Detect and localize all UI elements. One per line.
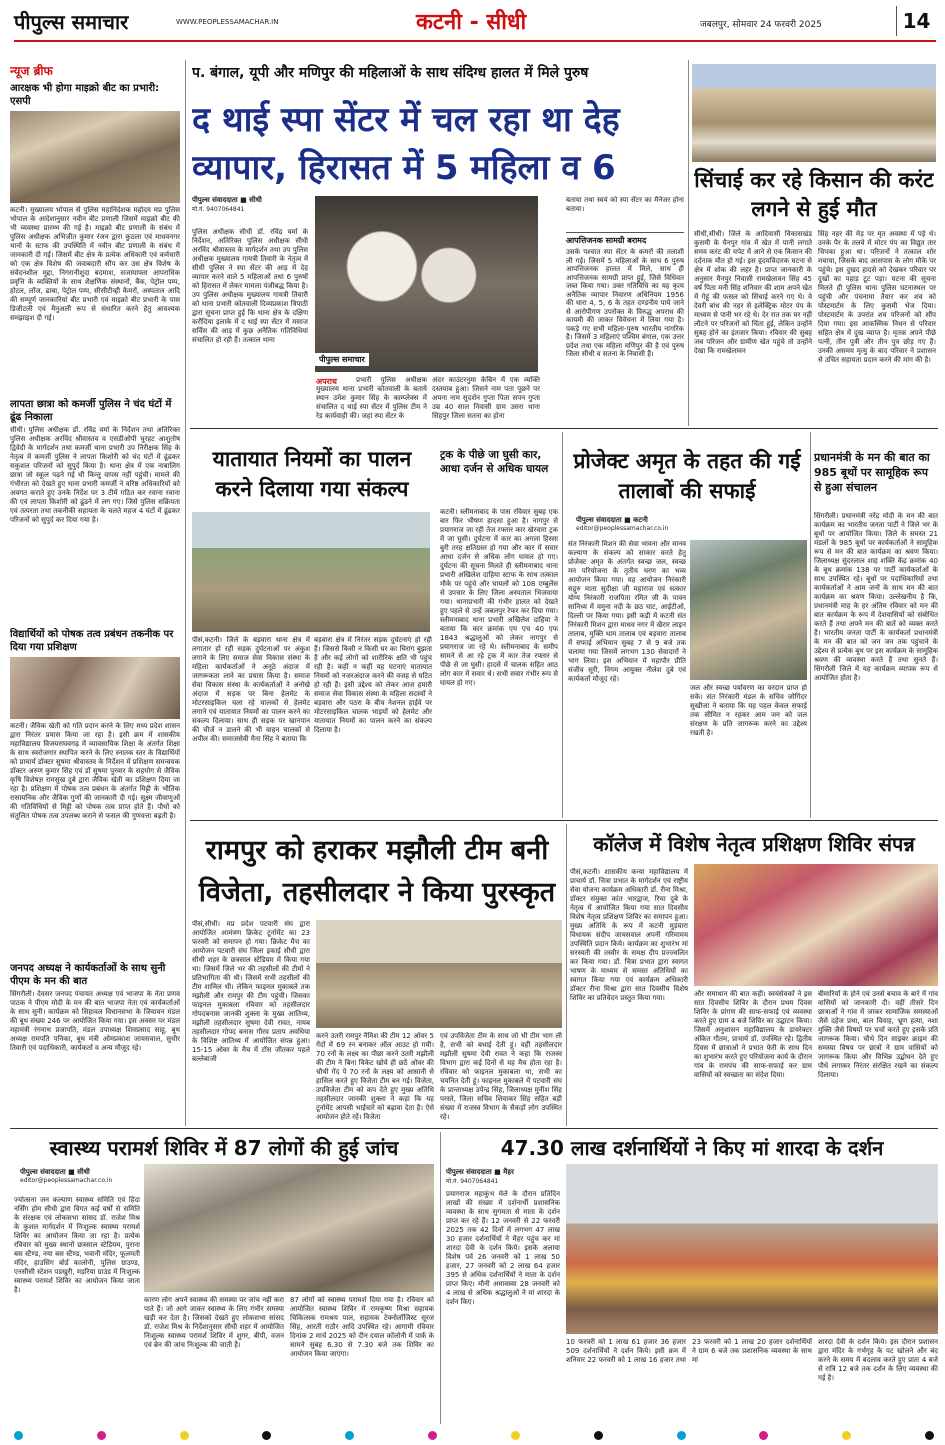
sharda-mobile: मो.नं. 9407064841	[446, 1178, 499, 1185]
sharda-text: प्रयागराज महाकुंभ मेले के दौरान प्रतिदिन लाखों की संख्या में दर्शनार्थी प्रशासनिक व्यवस्था के साथ सुगमता से माता के दर्शन प्राप्त कर रहे हैं। 12 जनवरी से 22 फरवरी 2025 तक 42 दिनों में लगभग 47 लाख 30 हजार दर्शनार्थियों ने मैहर पहुंच कर मां शारदा देवी के दर्शन किये। इसके अलावा विशेष पर्व 26 जनवरी को 1 लाख 50 हजार, 27 जनवरी को 2 लाख 64 हजार 395 से अधिक दर्शनार्थियों ने माता के दर्शन प्राप्त किए। मौनी अमावस्या 28 जनवरी को 4 लाख से अधिक श्रद्धालुओं ने मां शारदा के दर्शन किए।	[446, 1190, 560, 1306]
truck-text: कटनी। स्लीमनाबाद के पास रविवार सुबह एक बार फिर भीषण हादसा हुआ है। नागपुर से प्रयागराज जा रही तेज रफ्तार कार खेरवारा ट्रक में जा घुसी। दुर्घटना में कार का अगला हिस्सा बुरी तरह क्षतिग्रस्त हो गया और कार में सवार आधा दर्जन से अधिक लोग घायल हो गए। दुर्घटना की सूचना मिलते ही स्लीमनाबाद थाना प्रभारी अखिलेश दाहिया स्टाफ के साथ तत्काल मौके पर पहुंचे और घायलों को 108 एम्बुलेंस से उपचार के लिए जिला अस्पताल भिजवाया गया। थानाप्रभारी की गंभीर हालत को देखते हुए पहले से उन्हें जबलपुर रेफर कर दिया गया। स्लीमनाबाद थाना प्रभारी अखिलेश दाहिया ने बताया कि कार क्रमांक एम एच 40 एफ 1843 श्रद्धालुओं को लेकर नागपुर से प्रयागराज जा रहे थे। स्लीमनाबाद के समीप सामने से आ रहे ट्रक में कार तेज रफ्तार से पीछे से जा घुसी। हादसे में चालक सहित आठ लोग कार में सवार थे। सभी सवार गंभीर रूप से घायल हो गए।	[440, 508, 558, 687]
lead-photo-caption: पीपुल्स समाचार	[315, 353, 369, 366]
traffic-photo	[192, 512, 430, 632]
truck-headline: ट्रक के पीछे जा घुसी कार, आधा दर्जन से अधिक घायल	[440, 449, 549, 475]
amrit-place: कटनी	[633, 516, 648, 524]
sharda-col-3: शारदा देवी के दर्शन किये। इस दौरान प्रशासन द्वारा मंदिर के गर्भगृह के पट खोलने और बंद करने के समय में बदलाव करते हुए प्रातः 4 बजे से रात्रि 12 बजे तक दर्शन के लिए व्यवस्था की गई है।	[818, 1338, 938, 1382]
section-title: कटनी - सीधी	[416, 10, 527, 35]
health-photo	[144, 1164, 434, 1292]
traffic-col-1: पीसं,कटनी। जिले के बड़वारा थाना क्षेत्र में लगातार हो रही सड़क दुर्घटनाओं पर अंकुश लगाने के लिए समाज सेवा विकास संस्था के महिला कार्यकर्ताओं ने अनूठे अंदाज में जागरूकता लाने का प्रयास किया है। समाज सेवा विकास संस्था के कार्यकर्ताओं ने अनोखे अंदाज में सड़क पर बिना हेलमेट के मोटरसाइकिल चला रहे चालकों से हेलमेट लगाने एवं यातायात नियमों का पालन करने का संकल्प दिलाया। साथ ही सड़क पर खानपान की चीजें न डालने की भी वाहन चालकों से अपील की। समाजसेवी मैना सिंह ने बताया कि	[192, 636, 310, 743]
college-col-3: बीमारियों के होने एवं उनसे बचाव के बारे में गांव वासियों को जानकारी दी। वहीं तीसरे दिन छात्राओं ने गांव में जाकर सामाजिक समस्याओं जैसे दहेज प्रथा, बाल विवाह, भ्रूण हत्या, नशा मुक्ति जैसे विषयों पर चर्चा करते हुए इसके प्रति जागरूक किया। चौथे दिन साइबर क्राइम की समस्या विषय पर छात्रों ने ग्राम वासियों को जागरूक किया और विभिन्न उद्बोधन देते हुए पौधे लगाकर निरंतर संरक्षित रखने का संकल्प दिलाया।	[818, 990, 938, 1079]
lead-col-4: बताया तथा स्वयं को स्पा सेंटर का मैनेजर होना बताया।	[566, 196, 684, 213]
college-headline: कॉलेज में विशेष नेतृत्व प्रशिक्षण शिविर संपन्न	[593, 832, 915, 856]
cyan-mark	[14, 1431, 23, 1440]
lead-kicker: प. बंगाल, यूपी और मणिपुर की महिलाओं के साथ संदिग्ध हालत में मिले पुरुष	[192, 65, 589, 81]
lead-tag: अपराध	[316, 377, 337, 386]
college-photo	[694, 864, 938, 986]
yellow-mark	[842, 1431, 851, 1440]
magenta-mark	[428, 1431, 437, 1440]
lead-box-text: उसके पश्चात स्पा सेंटर के कमरों की तलाशी ली गई। जिसमें 5 महिलाओं के साथ 6 पुरुष आपत्तिजनक हालत में मिले, साथ ही आपत्तिजनक सामग्री प्राप्त हुई, जिसे विधिवत जब्त किया गया। उक्त गतिविधि का यह कृत्य अनैतिक व्यापार निवारण अधिनियम 1956 की धारा 4, 5, 6 के तहत दण्डनीय पाये जाने से आरोपीगण उपरोक्त के विरुद्ध अपराध की कायमी की जाकर विवेचना में लिया गया है। पकड़े गए सभी महिला-पुरुष भारतीय नागरिक है। जिसमें 3 महिलाएं पश्चिम बंगाल, एक उत्तर प्रदेश तथा एक महिला मणिपुर की है एवं पुरुष जिला सीधी व सतना के निवासी हैं।	[566, 248, 684, 358]
sharda-place: मैहर	[503, 1168, 514, 1176]
amrit-byline-block: पीपुल्स संवाददाता ■ कटनी editor@peoplessamachar.co.in	[576, 516, 776, 532]
sharda-byline: पीपुल्स संवाददाता	[446, 1168, 492, 1176]
news-brief-label: न्यूज ब्रीफ	[10, 64, 53, 78]
lead-box-title: आपत्तिजनक सामग्री बरामद	[566, 236, 647, 245]
sharda-byline-block: पीपुल्स संवाददाता ■ मैहर मो.नं. 9407064841	[446, 1168, 566, 1185]
magenta-mark	[759, 1431, 768, 1440]
column-rule-mid	[562, 432, 563, 818]
amrit-text: संत निरंकारी मिशन की सेवा भावना और मानव कल्याण के संकल्प को साकार करते हेतु प्रोजेक्ट अमृत के अंतर्गत स्वच्छ जल, स्वच्छ मन परियोजना के तृतीय चरण का भव्य आयोजन किया गया। यह आयोजन निरंकारी सद्गुरु माता सुदीक्षा जी महाराज एवं सत्कार योग्य निरंकारी राजपिता रमित जी के पावन सानिध्य में यमुना नदी के छठ घाट, आईटीओ, दिल्ली पर किया गया। इसी कड़ी में कटनी संत निरंकारी मिशन द्वारा माधव नगर में खैरार लाइन तालाब, मुक्ति धाम तालाब एवं बड़वारा तालाब में सफाई अभियान सुबह 7 से 9 बजे तक चलाया गया जिसमें लगभग 130 सेवादारों ने भाग लिया। इस अभियान में महापौर प्रीति संजीव सूरी, निगम आयुक्त नीलेश दुबे एवं कार्यकर्ता मौजूद रहे।	[568, 540, 686, 683]
rampur-headline: रामपुर को हराकर मझौली टीम बनी विजेता, तहसीलदार ने किया पुरस्कृत	[198, 835, 556, 908]
sharda-photo	[566, 1164, 938, 1334]
brief-headline-3: विद्यार्थियों को पोषक तत्व प्रबंधन तकनीक पर दिया गया प्रशिक्षण	[10, 629, 174, 653]
rampur-col-3: एवं उपविजेता टीम के साथ जो भी टीम भाग ली है, सभी को बधाई देती हूं। वहीं तहसीलदार मझौली सुषमा देवी रावत ने कहा कि राजस्व विभाग द्वारा कई दिनों से यह मैच होता रहा है। रविवार को फाइनल मुकाबला था, सभी का चयनित देती हूं। फाइनल मुकाबले में पटवारी संघ के प्रान्ताध्यक्ष उपेन्द्र सिंह, जिलाध्यक्ष मुनीश सिंह परस्ते, जिला सचिव शिवाकर सिंह सहित बड़ी संख्या में राजस्व विभाग के सैकड़ों लोग उपस्थित रहे।	[440, 1032, 562, 1121]
lead-headline: द थाई स्पा सेंटर में चल रहा था देह व्यापार, हिरासत में 5 महिला व 6	[192, 100, 620, 188]
lead-col-2: प्रभारी पुलिस अधीक्षक मुख्यालय थाना प्रभारी कोतवाली के बताये स्थान उमेश कुमार सिंह के काम्प्लेक्स में संचालित द थाई स्पा सेंटर में पुलिस टीम ने रेड कार्यवाही की। जहां स्पा सेंटर के	[316, 376, 427, 420]
masthead	[0, 0, 945, 52]
masthead-website: WWW.PEOPLESSAMACHAR.IN	[176, 18, 279, 26]
column-rule-pm	[810, 432, 811, 818]
lead-place: सीधी	[249, 196, 262, 204]
yellow-mark	[511, 1431, 520, 1440]
health-col-2: कारण लोग अपने स्वास्थ्य की समस्या पर जांच नहीं करा पाते हैं। जो आगे जाकर स्वास्थ्य के लिए गंभीर समस्या खड़ी कर देता है। जिसको देखते हुए लोकसभा सांसद डॉ. राजेश मिश्र के निर्देशानुसार सीधी शहर में आयोजित निःशुल्क स्वास्थ्य परामर्श शिविर में शुगर, बीपी, वजन एवं ब्रेन की जांच निःशुल्क की जाती है।	[144, 1296, 284, 1349]
brief-text-1: कटनी। मुख्यालय भोपाल से पुलिस महानिदेशक महोदय मप्र पुलिस भोपाल के आदेशानुसार नवीन बीट प्रणाली जिसमें माइक्रो बीट की भी व्यवस्था प्रारम्भ की गई है। माइक्रो बीट प्रणाली के संबंध में पुलिस अधीक्षक अभिजीत कुमार रंजन द्वारा कुठला एवं माधवनगर थानों के स्टाफ की उपस्थिति में नवीन बीट प्रणाली के संबंध में जानकारी दी गई। जिसमें बीट क्षेत्र के प्रत्येक अधिकारी एवं कर्मचारी को एक क्षेत्र विशेष की जवाबदारी सौंप कर उस क्षेत्र विशेष के संवेदनशील मुद्दा, निगरानीशुदा बदमाश, सजायाफ्ता आपराधिक प्रवृत्ति के व्यक्तियों के साथ शैक्षणिक संस्थानों, बैंक, पेट्रोल पम्प, होटल, लॉज, ढाबा, पेट्रोल पम्प, सीसीटीव्ही कैमरों, अस्पताल आदि की सम्पूर्ण जानकारियां बीट प्रभारी एवं माइक्रो बीट प्रभारी के पास डिजीटली एवं मैनुअली रूप से संधारित करने हेतु आवश्यक समझाइश दी गई।	[10, 206, 180, 322]
yellow-mark	[180, 1431, 189, 1440]
magenta-mark	[97, 1431, 106, 1440]
lead-byline-block: पीपुल्स संवाददाता ■ सीधी मो.नं. 9407064841	[192, 196, 307, 213]
health-col-1: ज्योत्सना जन कल्याण स्वास्थ्य समिति एवं हिंदा नर्सिंग होम सीधी द्वारा विगत कई वर्षों से समिति के संरक्षक एवं लोकसभा सांसद डॉ. राजेश मिश्र के कुशल मार्गदर्शन में निःशुल्क स्वास्थ्य परामर्श शिविर का आयोजन किया जा रहा है। प्रत्येक रविवार को मुख्य स्थानों छत्रसाल स्टेडियम, पुराना बस स्टैण्ड, नया बस स्टैण्ड, भवानी मंदिर, फूलमती मंदिर, हाउसिंग बोर्ड कालोनी, पुलिस ग्राउण्ड, एनसीसी स्टेशन पडखुरी, मड़रिया ग्राउंड में निःशुल्क स्वास्थ्य परामर्श शिविर का आयोजन किया जाता है।	[14, 1196, 140, 1294]
health-place: सीधी	[77, 1168, 90, 1176]
black-mark	[594, 1431, 603, 1440]
lead-photo	[315, 196, 538, 372]
print-color-marks	[14, 1430, 934, 1440]
college-col-2: और समाधान की बात कही। स्वयंसेवकों ने इस सात दिवसीय शिविर के दौरान प्रथम दिवस शिविर के प्रांगण की साफ-सफाई एवं व्यवस्था करते हुए ग्राम 4 बजे शिविर का उद्घाटन किया। जिसमें अनुशासन महाविद्यालय के डायरेक्टर अंकित गौतम, प्राचार्य डॉ. उपस्थित रहे। द्वितीय दिवस में छात्राओं ने प्रभात फेरी के साथ दिन का शुभारंभ करते हुए परियोजना कार्य के दौरान गांव के रामपंच की साफ-सफाई कर ग्राम वासियों को स्वच्छता का संदेश दिया।	[694, 990, 812, 1079]
health-byline-block: पीपुल्स संवाददाता ■ सीधी editor@peoplessamachar.co.in	[20, 1168, 220, 1184]
health-byline: पीपुल्स संवाददाता	[20, 1168, 66, 1176]
rule-row-3	[10, 1128, 938, 1129]
brief-headline-4: जनपद अध्यक्ष ने कार्यकर्ताओं के साथ सुनी पीएम के मन की बात	[10, 963, 166, 987]
pm-headline: प्रधानमंत्री के मन की बात का 985 बूथों पर सामूहिक रूप से हुआ संचालन	[814, 451, 930, 494]
lead-sidebar-box	[566, 232, 684, 422]
brief-photo-1	[10, 111, 180, 203]
college-col-1: पीसं,कटनी। शासकीय कन्या महाविद्यालय में प्राचार्य डॉ. चित्रा प्रभात के मार्गदर्शन एवं राष्ट्रीय सेवा योजना कार्यक्रम अधिकारी डॉ. रीना मिश्रा, डॉक्टर संयुक्त कांत भारद्वाज, रिचा दुबे के नेतृत्व में आयोजित किया गया सात दिवसीय विशेष नेतृत्व प्रशिक्षण शिविर का समापन हुआ। मुख्य अतिथि के रूप में कटनी मुड़वारा विधायक संदीप जायसवाल अपनी गरिमामय उपस्थिति प्रदान किये। कार्यक्रम का शुभारंभ मां सरस्वती की तस्वीर के समक्ष दीप प्रज्ज्वलित कर किया गया। डॉ. चित्रा प्रभात द्वारा स्वागत भाषण के माध्यम से समस्त अतिथियों का स्वागत किया गया एवं कार्यक्रम अधिकारी डॉक्टर रीना मिश्रा द्वारा सात दिवसीय विशेष शिविर का प्रतिवेदन प्रस्तुत किया गया।	[570, 868, 688, 1002]
rule-row-2	[190, 820, 938, 821]
lead-col-3: अंदर काउंटरनुमा केबिन में एक व्यक्ति दस्तयाब हुआ। जिसने नाम पता पूछने पर अपना नाम सुदर्शन गुप्ता पिता सपन गुप्ता उम्र 40 साल निवासी ग्राम उसरा थाना सिंहपुर जिला सतना का होना	[432, 376, 540, 420]
column-rule-left	[185, 60, 186, 1126]
brief-headline-1: आरक्षक भी होगा माइक्रो बीट का प्रभारी: एसपी	[10, 83, 160, 107]
cyan-mark	[677, 1431, 686, 1440]
sharda-col-2: 10 फरवरी को 1 लाख 61 हजार 36 हजार 509 दर्शनार्थियों ने दर्शन किये। इसी क्रम में शनिवार 22 फरवरी को 1 लाख 16 हजार तथा 23 फरवरी को 1 लाख 20 हजार दर्शनार्थियों ने ग्राम 6 बजे तक प्रशासनिक व्यवस्था के साथ मां	[566, 1338, 812, 1364]
column-rule-bottom	[440, 1132, 441, 1424]
farmer-col-2: सिंह नहर की मेड़ पर मृत अवस्था में पड़े थे। उनके पैर के तलवे में मोटर पंप का विद्युत तार चिपका हुआ था। परिजनों ने तत्काल शोर मचाया, जिसके बाद आसपास के लोग मौके पर पहुंचे। इस दुखद हादसे को देखकर परिवार पर दुखों का पहाड़ टूट पड़ा। घटना की सूचना मिलते ही पुलिस थाना पुलिस घटनास्थल पर पहुंची और पंचनामा तैयार कर शव को पोस्टमार्टम के लिए कुसमी भेज दिया। पोस्टमार्टम के उपरांत शव परिजनों को सौंप दिया गया। इस आकस्मिक निधन से परिवार सहित क्षेत्र में दुख व्याप्त है। मृतक अपने पीछे पत्नी, तीन पुत्री और तीन पुत्र छोड़ गए हैं। उनकी असमय मृत्यु के बाद परिवार ने प्रशासन से उचित सहायता प्रदान करने की मांग की है।	[818, 230, 936, 364]
column-rule-college	[566, 824, 567, 1126]
section-katni: कटनी	[416, 10, 462, 35]
traffic-headline: यातायात नियमों का पालन करने दिलाया गया संकल्प	[212, 447, 412, 501]
rampur-col-1: पीसं,सीधी। मप्र प्रदेश पटवारी संघ द्वारा आयोजित आमंत्रण क्रिकेट टूर्नामेंट का 23 फरवरी को समापन हो गया। क्रिकेट मैच का आयोजन पटवारी संघ जिला इकाई सीधी द्वारा सीधी शहर के छत्रसाल स्टेडियम में किया गया था। जिसमें जिले भर की तहसीलों की टीमों ने प्रतिभागिता की थी। जिसमें सभी तहसीलों की टीम शामिल थी। लेकिन फाइनल मुकाबले तक मझौली और रामपुर की टीम पहुंची। जिसका फाइनल मुकाबला रविवार को तहसीलदार गोपदबनास जानकी शुक्ला के मुख्य आतिथ्य, मझौली तहसीलदार सुषमा देवी रावत, नायब तहसीलदार गोपद बनास गौरव प्रताप अवधिया के विशिष्ट आतिथ्य में आयोजित संपन्न हुआ। 15-15 ओवर के मैच में टॉस जीतकर पहले बल्लेबाजी	[192, 920, 310, 1063]
masthead-rule	[14, 40, 936, 42]
rampur-photo	[316, 920, 562, 1028]
black-mark	[925, 1431, 934, 1440]
health-headline: स्वास्थ्य परामर्श शिविर में 87 लोगों की हुई जांच	[49, 1136, 399, 1160]
traffic-col-2: बड़वारा क्षेत्र में निरंतर सड़क दुर्घटनाएं हो रही हैं। जिससे किसी न किसी घर का चिराग बुझता है और कई लोगों को शारीरिक क्षति भी पहुंच रही है। कहीं न कहीं यह घटनाएं यातायात नियमों को नजरअंदाज करने की वजह से घटित हो रही हैं। इसी उद्देश्य को लेकर आज हमारी समाज सेवा विकास संस्था के महिला सदस्यों ने बड़वारा और पठरा के बीच नेशनल हाईवे पर मोटरसाइकिल चालक भाइयों को हेलमेट और यातायात नियमों का पालन करने का संकल्प दिलाया है।	[314, 636, 432, 734]
farmer-headline: सिंचाई कर रहे किसान की करंट लगने से हुई मौत	[694, 168, 934, 221]
brief-photo-3	[10, 657, 180, 719]
brief-text-3: कटनी। जैविक खेती को गति प्रदान करने के लिए मध्य प्रदेश शासन द्वारा निरंतर प्रयास किया जा रहा है। इसी क्रम में शासकीय महाविद्यालय विजयराघवगढ़ में व्यावसायिक शिक्षा के अंतर्गत शिक्षा के साथ स्वरोजगार स्थापित करने के लिए स्नातक स्तर के विद्यार्थियों को प्राचार्य डॉक्टर सुषमा श्रीवास्तव के निर्देशन में प्रशिक्षण समन्वयक डॉक्टर अरुण कुमार सिंह एवं डॉ सुषमा पुरवार के सहयोग से जैविक कृषि विशेषज्ञ रामसुख दुबे द्वारा जैविक खेती का प्रशिक्षण दिया जा रहा है। प्रशिक्षण में पोषक तत्व प्रबंधन के अंतर्गत मिट्टी के भौतिक रासायनिक और जैविक गुणों की जानकारी दी गई। सूक्ष्म जीवाणुओं की गतिविधियों से मिट्टी को पोषक तत्व प्राप्त होते हैं। पौधों को संतुलित पोषक तत्व उपलब्ध कराने से फसल की गुणवत्ता बढ़ती है।	[10, 722, 180, 820]
black-mark	[262, 1431, 271, 1440]
health-col-3: 87 लोगों को स्वास्थ्य परामर्श दिया गया है। रविवार को आयोजित स्वास्थ्य शिविर में रामकृष्ण मिश्रा सहायक चिकित्सक रामश्रय पाल, सहायक टेक्नोलॉजिस्ट सूरज सिंह, आरती राठौर आदि उपस्थित रहे। आगामी रविवार दिनांक 2 मार्च 2025 को दीन दयाल कॉलोनी में पार्क के सामने सुबह 6.30 से 7.30 बजे तक शिविर का आयोजन किया जाएगा।	[290, 1296, 434, 1358]
lead-mobile: मो.नं. 9407064841	[192, 206, 245, 213]
lead-col-1: पुलिस अधीक्षक सीधी डॉ. रविंद्र वर्मा के निर्देशन, अतिरिक्त पुलिस अधीक्षक सीधी अरविंद श्रीवास्तव के मार्गदर्शन तथा उप पुलिस अधीक्षक मुख्यालय गायत्री तिवारी के नेतृत्व में सीधी पुलिस ने स्पा सेंटर की आड़ में देह व्यापार करने वाले 5 महिलाओं तथा 6 पुरुषों को हिरासत में लेकर मामला पंजीबद्ध किया है। उप पुलिस अधीक्षक मुख्यालय गायत्री तिवारी को थाना प्रभारी कोतवाली दिव्यप्रकाश त्रिपाठी द्वारा सूचना प्राप्त हुई कि थाना क्षेत्र के दक्षिण करौंदिया इलाके में द थाई स्पा सेंटर में मसाज सर्विस की आड़ में कुछ अनैतिक गतिविधियां संचालित हो रही हैं। तत्काल थाना	[192, 228, 308, 344]
news-brief-column	[10, 62, 180, 1126]
amrit-byline: पीपुल्स संवाददाता	[576, 516, 622, 524]
brief-headline-2: लापता छात्रा को कमर्जी पुलिस ने चंद घंटों में ढूंढ निकाला	[10, 399, 172, 423]
amrit-email: editor@peoplessamachar.co.in	[576, 525, 669, 532]
column-rule-lead	[688, 60, 689, 426]
farmer-col-1: सीधी,सीधी। जिले के आदिवासी विकासखंड कुसमी के चैनपुर गांव में खेत में पानी लगाते समय करंट की चपेट में आने से एक किसान की दर्दनाक मौत हो गई। इस हृदयविदारक घटना से क्षेत्र में शोक की लहर है। प्राप्त जानकारी के अनुसार मैनपुर निवासी रामखेलावन सिंह 45 वर्ष पिता मनी सिंह शनिवार की शाम अपने खेत में गेहूं की फसल को सिंचाई करने गए थे। वे देवरी बांध की नहर से इलेक्ट्रिक मोटर पंप के माध्यम से पानी भर रहे थे। देर रात तक घर नहीं लौटने पर परिजनों को चिंता हुई, लेकिन उन्होंने सुबह होने का इंतजार किया। रविवार की सुबह जब परिजन और ग्रामीण खेत पहुंचे तो उन्होंने देखा कि रामखेलावन	[694, 230, 812, 355]
masthead-logo: पीपुल्स समाचार	[14, 10, 129, 34]
dateline: जबलपुर, सोमवार 24 फरवरी 2025	[700, 20, 822, 30]
pm-text: सिंगरौली। प्रधानमंत्री नरेंद्र मोदी के मन की बात कार्यक्रम का भारतीय जनता पार्टी ने जिले भर के बूथों पर आयोजित किया। जिले के समस्त 21 मंडलों के 985 बूथों पर कार्यकर्ताओं ने सामूहिक रूप से मन की बात कार्यक्रम का श्रवण किया। जिलाध्यक्ष सुंदरलाल शाह शक्ति केंद्र क्रमांक 40 के बूथ क्रमांक 138 पर पार्टी कार्यकर्ताओं के साथ उपस्थित रहे। बूथों पर पदाधिकारियों तथा कार्यकर्ताओं ने आम जनों के साथ मन की बात कार्यक्रम का श्रवण किया। उल्लेखनीय है कि, प्रधानमंत्री माह के हर अंतिम रविवार को मन की बात कार्यक्रम के रूप में देशवासियों को संबोधित करते हैं तथा अपने मन की बातें को व्यक्त करते हैं। भारतीय जनता पार्टी के कार्यकर्ता प्रधानमंत्री के मन की बात को जन जन तक पहुंचाने के उद्देश्य से प्रत्येक बूथ पर इस कार्यक्रम के सामूहिक श्रवण की व्यवस्था करते हैं तथा सुनते हैं। सिंगरौली जिले में यह कार्यक्रम व्यापक रूप से आयोजित होता है।	[814, 512, 938, 682]
health-email: editor@peoplessamachar.co.in	[20, 1177, 113, 1184]
rampur-col-2: करने उतरी रामपुर नैमिश की टीम 12 ओवर 5 गेंदों में 69 रन बनाकर ऑल आउट हो गयी। 70 रनों के लक्ष्य का पीछा करने उतरी मझौली की टीम ने बिना विकेट खोये ही छठें ओवर की चौथी गेंद पे 70 रनों के लक्ष्य को आसानी से हासिल करते हुए विजेता टीम बन गई। विजेता, उपविजेता टीम को कप देते हुए मुख्य अतिथि तहसीलदार जानकी शुक्ला ने कहा कि यह टूर्नामेंट आपसी भाईचारे को बढ़ावा देता है। ऐसे आयोजन होते रहें। विजेता	[316, 1032, 434, 1121]
cyan-mark	[345, 1431, 354, 1440]
amrit-photo	[690, 540, 807, 680]
section-sidhi: सीधी	[486, 10, 527, 35]
rule-row-1	[190, 428, 938, 429]
page-number: 14	[896, 6, 936, 36]
lead-byline: पीपुल्स संवाददाता	[192, 196, 238, 204]
amrit-headline: प्रोजेक्ट अमृत के तहत की गई तालाबों की सफाई	[573, 449, 801, 503]
sharda-headline: 47.30 लाख दर्शनार्थियों ने किए मां शारदा के दर्शन	[500, 1136, 884, 1160]
brief-text-4: सिंगरौली। देवसर जनपद पंचायत अध्यक्ष एवं भाजपा के नेता प्रणव पाठक ने पीएम मोदी के मन की बात भाजपा नेता एवं कार्यकर्ताओं के साथ सुनी। कार्यक्रम को सिहावल विधानसभा के जियावन मंडल की बूथ संख्या 246 पर आयोजित किया गया। इस अवसर पर मंडल महामंत्री रंगनाथ प्रजापति, मंडल उपाध्यक्ष शिवप्रसाद साहू, बूथ अध्यक्ष रामपति पनिका, बूथ मंत्री ओमप्रकाश जायसवाल, सुधीर तिवारी एवं पदाधिकारी, कार्यकर्ता व अन्य मौजूद रहे।	[10, 990, 180, 1052]
farmer-photo	[692, 64, 936, 162]
brief-text-2: सीधी। पुलिस अधीक्षक डॉ. रविंद्र वर्मा के निर्देशन तथा अतिरिक्त पुलिस अधीक्षक अरविंद श्रीवास्तव व एसडीओपी चुरहट आशुतोष द्विवेदी के मार्गदर्शन तथा कमर्जी थाना प्रभारी उप निरीक्षक सिंह के नेतृत्व में कमर्जी पुलिस ने लापता किशोरी को चंद घंटों में ढूंढकर सकुशल परिजनों को सुपुर्द किया है। थाना क्षेत्र में एक नाबालिग छात्रा जो स्कूल पढ़ने गई थी किन्तु वापस नहीं पहुंची। मामले की गंभीरता को देखते हुए थाना प्रभारी कमर्जी ने वरिष्ठ अधिकारियों को अवगत कराते हुए उनके निर्देश पर 3 टीमें गठित कर रवाना रवाना की एवं लापता किशोरी को ढूंढने में लग गए। जिसे पुलिस सक्रियता एवं तत्परता तथा तकनीकी सहायता के चलते महज 4 घंटों में ढूंढकर परिजनों को सुपुर्द कर दिया गया है।	[10, 426, 180, 524]
amrit-caption: जल और स्वच्छ पर्यावरण का वरदान प्राप्त हो सके। संत निरंकारी मंडल के सचिव जोगिंदर सुखीजा ने बताया कि यह पहल केवल सफाई तक सीमित न रहकर आम जन को जल संरक्षण के प्रति जागरूक करने का उद्देश्य रखती है।	[690, 684, 807, 737]
